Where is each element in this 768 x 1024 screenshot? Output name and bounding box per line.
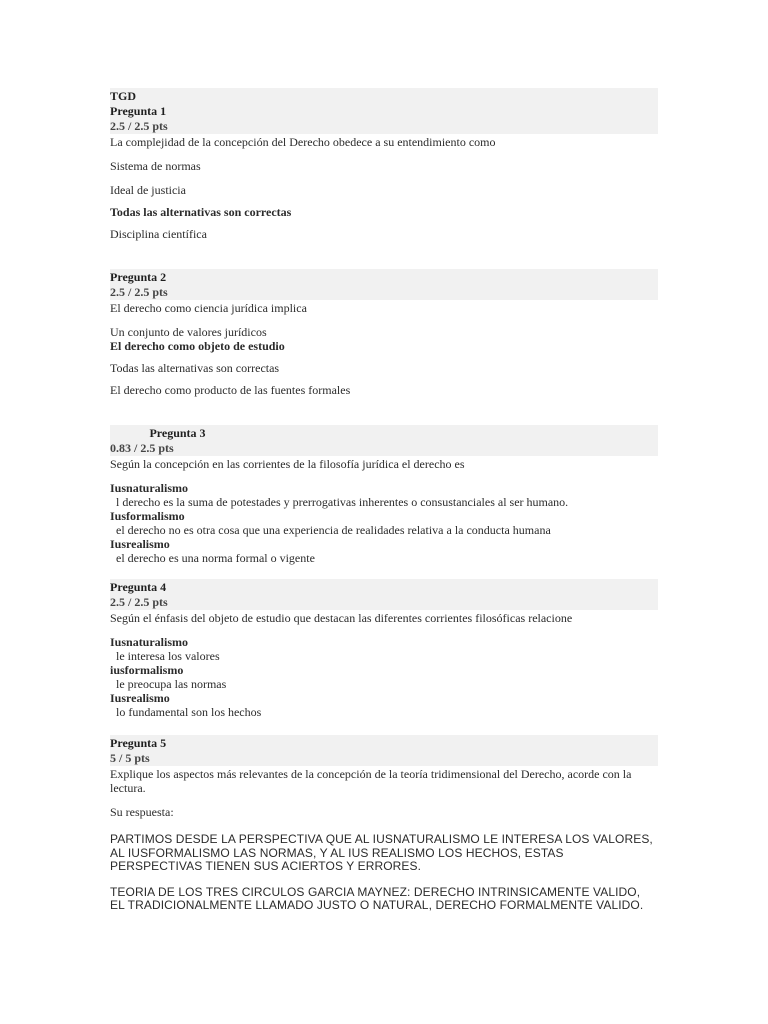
question-4-answer-1: le interesa los valores [116, 649, 220, 663]
question-1-option-3-selected: Todas las alternativas son correctas [110, 205, 292, 219]
question-2-option-1: Un conjunto de valores jurídicos [110, 325, 267, 339]
question-5-score: 5 / 5 pts [110, 751, 150, 765]
response-label: Su respuesta: [110, 805, 174, 819]
question-1-option-4: Disciplina científica [110, 227, 207, 241]
question-3-term-1: Iusnaturalismo [110, 481, 189, 495]
question-3-answer-3: el derecho es una norma formal o vigente [116, 551, 315, 565]
question-1-title: Pregunta 1 [110, 104, 167, 118]
question-4-answer-3: lo fundamental son los hechos [116, 705, 262, 719]
question-2-score: 2.5 / 2.5 pts [110, 285, 168, 299]
partial-credit-label: Parcial [110, 426, 147, 440]
question-1-option-1: Sistema de normas [110, 159, 201, 173]
question-4-score: 2.5 / 2.5 pts [110, 595, 168, 609]
question-2-title: Pregunta 2 [110, 270, 167, 284]
question-3-answer-1: l derecho es la suma de potestades y prerrogativas inherentes o consustanciales al ser humano. [116, 495, 569, 509]
question-2-option-3: Todas las alternativas son correctas [110, 361, 280, 375]
question-2-header [110, 269, 658, 300]
question-4-header [110, 579, 658, 610]
question-4-title: Pregunta 4 [110, 580, 167, 594]
course-title: TGD [110, 89, 137, 103]
question-3-term-2: Iusformalismo [110, 509, 185, 523]
question-4-term-2: iusformalismo [110, 663, 184, 677]
question-5-title: Pregunta 5 [110, 736, 167, 750]
question-3-answer-2: el derecho no es otra cosa que una experiencia de realidades relativa a la conducta humana [116, 523, 551, 537]
question-1-score: 2.5 / 2.5 pts [110, 119, 168, 133]
question-3-score: 0.83 / 2.5 pts [110, 441, 174, 455]
question-1-header [110, 88, 658, 134]
question-4-term-1: Iusnaturalismo [110, 635, 189, 649]
question-4-text: Según el énfasis del objeto de estudio que destacan las diferentes corrientes filosóficas relacione [110, 611, 573, 625]
question-4-term-3: Iusrealismo [110, 691, 170, 705]
essay-paragraph-2: TEORIA DE LOS TRES CIRCULOS GARCIA MAYNEZ: DERECHO INTRINSICAMENTE VALIDO, EL TRADICIONALMENTE LLAMADO JUSTO O NATURAL, DERECHO FORMALMENTE VALIDO. [110, 884, 644, 912]
question-5-header [110, 735, 658, 766]
question-3-text: Según la concepción en las corrientes de la filosofía jurídica el derecho es [110, 457, 465, 471]
question-3-header [110, 425, 658, 456]
quiz-document [110, 88, 658, 913]
question-5-text: Explique los aspectos más relevantes de la concepción de la teoría tridimensional del Derecho, acorde con la lectura. [110, 767, 632, 795]
essay-paragraph-1: PARTIMOS DESDE LA PERSPECTIVA QUE AL IUSNATURALISMO LE INTERESA LOS VALORES, AL IUSFORMALISMO LAS NORMAS, Y AL IUS REALISMO LOS HECHOS, ESTAS PERSPECTIVAS TIENEN SUS ACIERTOS Y ERRORES. [110, 832, 653, 873]
question-3-title: Pregunta 3 [149, 426, 206, 440]
question-1-option-2: Ideal de justicia [110, 183, 186, 197]
question-2-option-2-selected: El derecho como objeto de estudio [110, 339, 285, 353]
question-1-text: La complejidad de la concepción del Derecho obedece a su entendimiento como [110, 135, 496, 149]
question-2-option-4: El derecho como producto de las fuentes formales [110, 383, 351, 397]
question-3-term-3: Iusrealismo [110, 537, 170, 551]
question-4-answer-2: le preocupa las normas [116, 677, 227, 691]
question-2-text: El derecho como ciencia jurídica implica [110, 301, 307, 315]
